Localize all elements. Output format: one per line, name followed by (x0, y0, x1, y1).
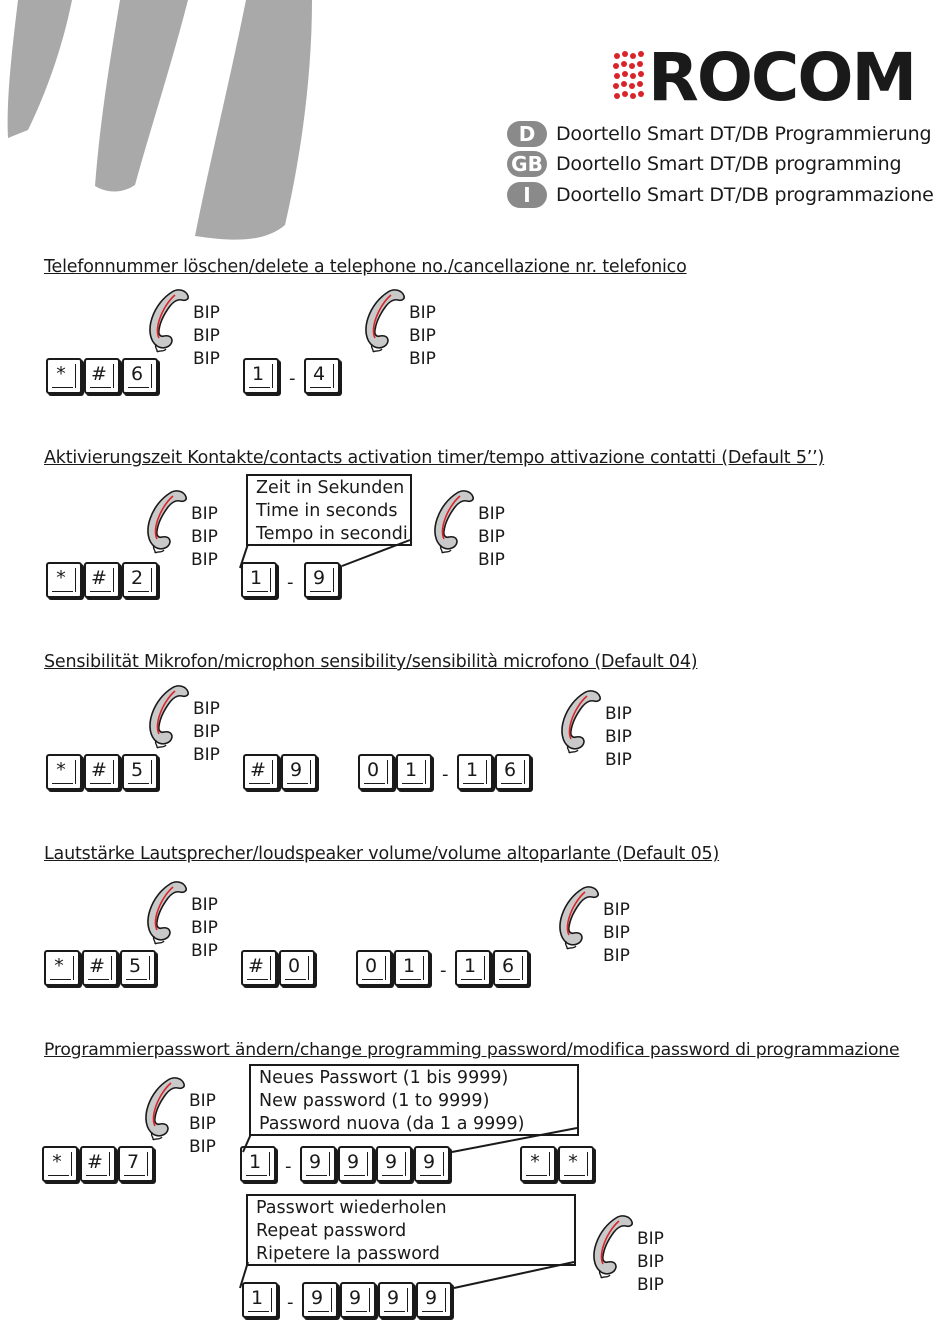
keypad-key: 9 (300, 1146, 336, 1182)
section-title: Lautstärke Lautsprecher/loudspeaker volume/volume altoparlante (Default 05) (44, 844, 720, 864)
keypad-key: 1 (241, 562, 277, 598)
keypad-key: 4 (304, 358, 340, 394)
handset-icon (427, 487, 477, 555)
keypad-key: 9 (376, 1146, 412, 1182)
keypad-key: * (44, 950, 80, 986)
repeat-note-box: Passwort wiederholen Repeat password Ripetere la password (246, 1194, 576, 1266)
bip-signal: BIP BIP BIP (193, 699, 220, 765)
language-title: Doortello Smart DT/DB Programmierung (556, 123, 932, 145)
section-title: Telefonnummer löschen/delete a telephone no./cancellazione nr. telefonico (44, 257, 687, 277)
keypad-key: 1 (242, 1282, 278, 1318)
range-dash: - (289, 368, 296, 389)
keypad-key: * (46, 562, 82, 598)
keypad-key: 5 (120, 950, 156, 986)
keypad-key: # (241, 950, 277, 986)
note-box: Zeit in Sekunden Time in seconds Tempo in secondi (246, 474, 412, 546)
language-badge: GB (507, 151, 547, 177)
language-title: Doortello Smart DT/DB programmazione (556, 184, 934, 206)
handset-icon (358, 286, 408, 354)
keypad-key: 1 (455, 950, 491, 986)
language-badge: I (507, 182, 547, 208)
handset-icon (142, 682, 192, 750)
note-box: Neues Passwort (1 bis 9999) New password (1 to 9999) Password nuova (da 1 a 9999) (249, 1064, 579, 1136)
keypad-key: 1 (394, 950, 430, 986)
keypad-key: 7 (118, 1146, 154, 1182)
language-line-de (507, 120, 931, 148)
keypad-key: # (82, 950, 118, 986)
range-dash: - (440, 960, 447, 981)
keypad-key: # (80, 1146, 116, 1182)
handset-icon (552, 883, 602, 951)
section-title: Aktivierungszeit Kontakte/contacts activation timer/tempo attivazione contatti (Default 5’’) (44, 448, 825, 468)
language-line-it (507, 181, 934, 209)
keypad-key: # (243, 754, 279, 790)
keypad-key: 6 (493, 950, 529, 986)
keypad-key: 9 (281, 754, 317, 790)
keypad-key: 1 (396, 754, 432, 790)
keypad-key: 1 (457, 754, 493, 790)
handset-icon (142, 286, 192, 354)
keypad-key: 0 (279, 950, 315, 986)
keypad-key: 1 (243, 358, 279, 394)
keypad-key: 6 (495, 754, 531, 790)
handset-icon (140, 487, 190, 555)
keypad-key: 9 (302, 1282, 338, 1318)
keypad-key: * (46, 754, 82, 790)
handset-icon (554, 687, 604, 755)
keypad-key: 1 (240, 1146, 276, 1182)
handset-icon (586, 1212, 636, 1280)
keypad-key: 9 (414, 1146, 450, 1182)
keypad-key: * (520, 1146, 556, 1182)
section-title: Sensibilität Mikrofon/microphon sensibility/sensibilità microfono (Default 04) (44, 652, 698, 672)
range-dash: - (442, 764, 449, 785)
bip-signal: BIP BIP BIP (189, 1091, 216, 1157)
keypad-key: # (84, 562, 120, 598)
range-dash: - (287, 1292, 294, 1313)
language-badge: D (507, 121, 547, 147)
range-dash: - (285, 1156, 292, 1177)
keypad-key: 9 (416, 1282, 452, 1318)
brand-name: ROCOM (648, 39, 916, 116)
keypad-key: 9 (338, 1146, 374, 1182)
keypad-key: * (42, 1146, 78, 1182)
language-line-gb (507, 150, 901, 178)
bip-signal: BIP BIP BIP (409, 303, 436, 369)
decorative-swoosh-graphic (0, 0, 330, 250)
keypad-key: # (84, 358, 120, 394)
bip-signal: BIP BIP BIP (478, 504, 505, 570)
bip-signal: BIP BIP BIP (191, 895, 218, 961)
keypad-key: 0 (356, 950, 392, 986)
handset-icon (138, 1074, 188, 1142)
keypad-key: 0 (358, 754, 394, 790)
range-dash: - (287, 572, 294, 593)
keypad-key: 9 (304, 562, 340, 598)
keypad-key: 6 (122, 358, 158, 394)
section-title: Programmierpasswort ändern/change programming password/modifica password di programmazione (44, 1040, 900, 1060)
handset-icon (140, 878, 190, 946)
language-title: Doortello Smart DT/DB programming (556, 153, 902, 175)
keypad-key: * (558, 1146, 594, 1182)
bip-signal: BIP BIP BIP (191, 504, 218, 570)
keypad-key: 9 (378, 1282, 414, 1318)
keypad-key: 2 (122, 562, 158, 598)
bip-signal: BIP BIP BIP (603, 900, 630, 966)
keypad-key: 9 (340, 1282, 376, 1318)
bip-signal: BIP BIP BIP (637, 1229, 664, 1295)
keypad-key: * (46, 358, 82, 394)
bip-signal: BIP BIP BIP (605, 704, 632, 770)
bip-signal: BIP BIP BIP (193, 303, 220, 369)
keypad-key: # (84, 754, 120, 790)
keypad-key: 5 (122, 754, 158, 790)
brand-logo (612, 39, 916, 116)
rocom-logo-icon (612, 50, 648, 106)
